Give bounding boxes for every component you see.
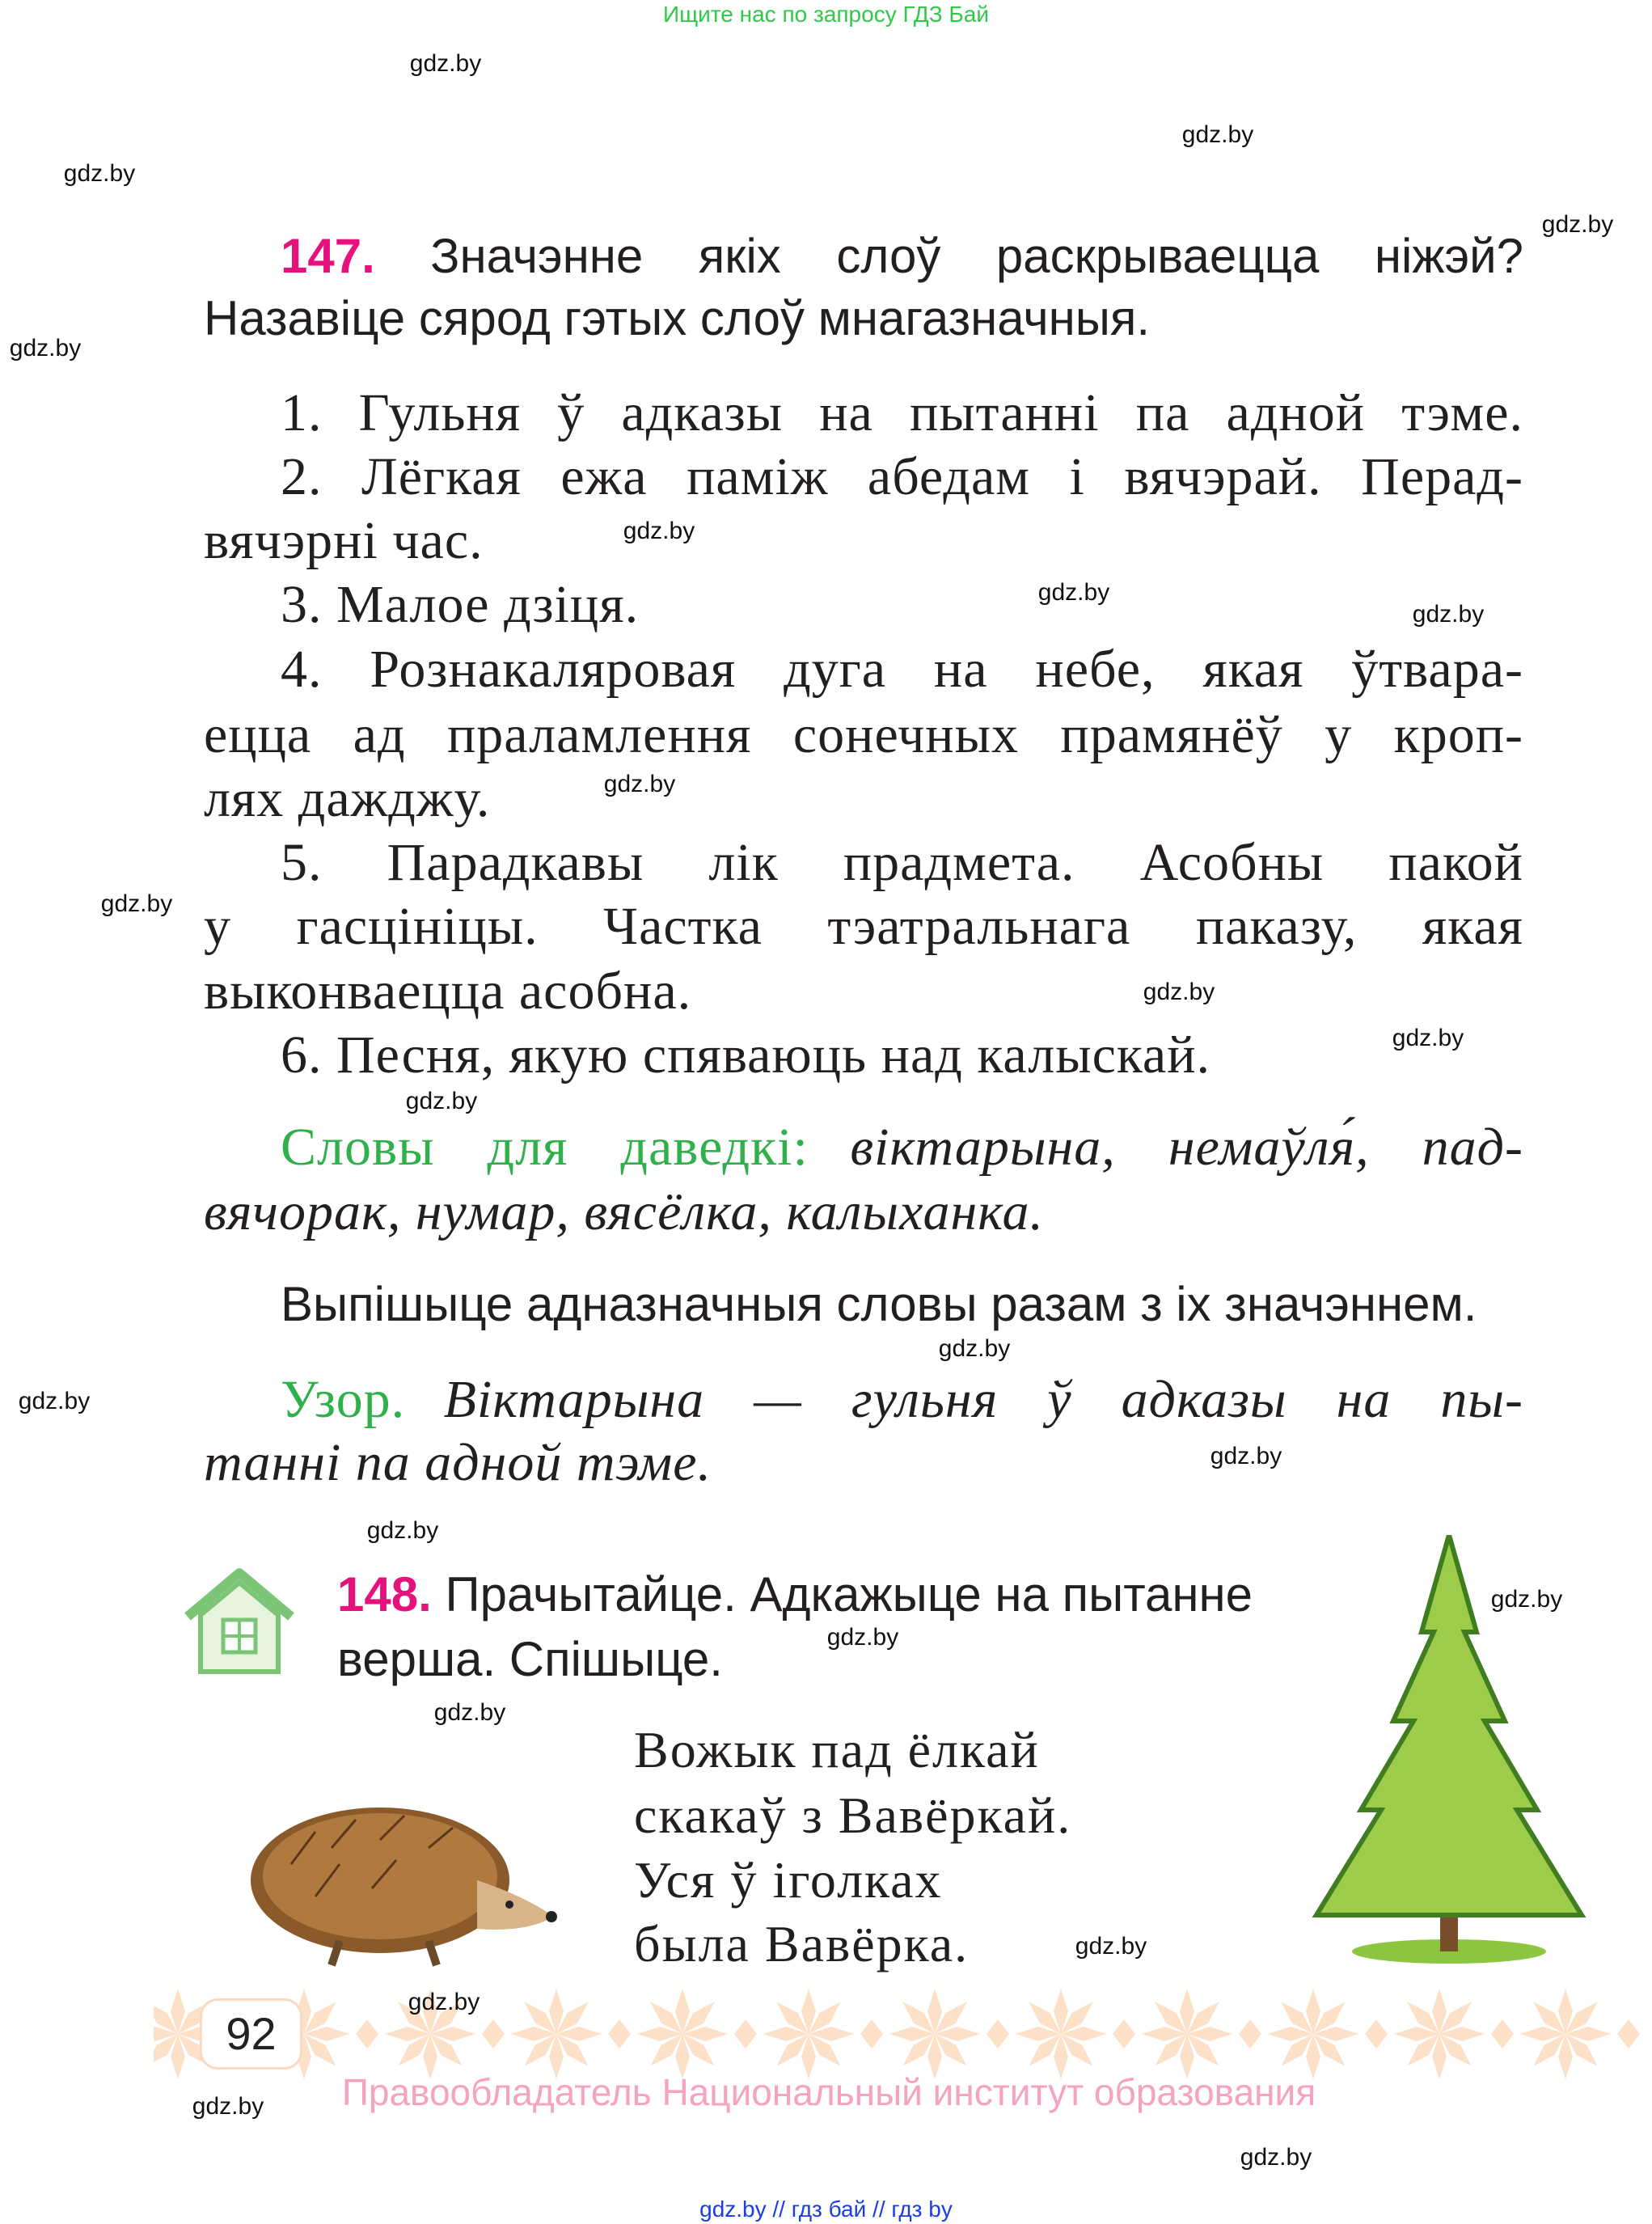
copyright-notice: Правообладатель Национальный институт образования (341, 2071, 1316, 2113)
ornament-band (154, 1985, 1652, 2082)
sample-line2: танні па адной тэме. (204, 1433, 712, 1492)
item-line: лях дажджу. (204, 769, 491, 828)
watermark: gdz.by (18, 1388, 91, 1414)
poem-line: скакаў з Вавёркай. (634, 1786, 1072, 1844)
watermark: gdz.by (938, 1335, 1011, 1362)
page-number: 92 (200, 1998, 302, 2070)
watermark: gdz.by (1210, 1443, 1282, 1469)
watermark: gdz.by (9, 335, 82, 362)
watermark: gdz.by (366, 1517, 439, 1544)
watermark: gdz.by (409, 50, 482, 77)
item-line: 4. Рознакаляровая дуга на небе, якая ўтвара- (281, 640, 1523, 699)
watermark: gdz.by (1240, 2144, 1312, 2171)
instruction: Выпішыце адназначныя словы разам з іх значэннем. (281, 1277, 1477, 1331)
watermark: gdz.by (192, 2093, 264, 2120)
sample-label: Узор. (281, 1370, 406, 1429)
item-line: у гасцініцы. Частка тэатральнага паказу, якая (204, 897, 1523, 956)
watermark: gdz.by (1143, 979, 1215, 1005)
search-banner[interactable]: Ищите нас по запросу ГДЗ Бай (662, 2, 990, 27)
item-line: 3. Малое дзіця. (281, 575, 640, 634)
watermark: gdz.by (405, 1088, 478, 1114)
task148-number: 148. (337, 1567, 432, 1621)
item-line: 1. Гульня ў адказы на пытанні па адной тэме. (281, 383, 1523, 442)
task147-prompt-line2: Назавіце сярод гэтых слоў мнагазначныя. (204, 291, 1150, 345)
hint-line2: вячорак, нумар, вясёлка, калыханка. (204, 1182, 1044, 1241)
task148-line1 (337, 1568, 1370, 1621)
watermark: gdz.by (603, 771, 676, 797)
footer-links[interactable]: gdz.by // гдз бай // гдз by (699, 2197, 953, 2222)
item-line: ецца ад праламлення сонечных прамянёў у кроп- (204, 705, 1523, 764)
watermark: gdz.by (1181, 121, 1254, 148)
watermark: gdz.by (1392, 1025, 1464, 1051)
item-line: 6. Песня, якую спяваюць над калыскай. (281, 1025, 1211, 1085)
ornament-star (1016, 1989, 1135, 2079)
watermark: gdz.by (100, 890, 173, 917)
task147-number: 147. (281, 229, 375, 283)
task148-line2: верша. Спішыце. (337, 1632, 723, 1686)
house-icon (183, 1567, 296, 1680)
sample-line1 (281, 1370, 1524, 1429)
watermark: gdz.by (408, 1989, 480, 2015)
ornament-star (1520, 1989, 1640, 2079)
poem-line: Уся ў іголках (634, 1851, 943, 1909)
hint-label: Словы для даведкі: (281, 1118, 809, 1177)
ornament-star (1142, 1989, 1261, 2079)
watermark: gdz.by (1037, 579, 1110, 606)
watermark: gdz.by (433, 1699, 506, 1726)
item-line: выконваецца асобна. (204, 962, 692, 1021)
ornament-star (1394, 1989, 1514, 2079)
watermark: gdz.by (1541, 211, 1614, 238)
watermark: gdz.by (623, 518, 695, 544)
sample-text: Віктарына — гульня ў адказы на пы- (443, 1370, 1524, 1429)
task148-prompt: Прачытайце. Адкажыце на пытанне (445, 1567, 1253, 1621)
watermark: gdz.by (826, 1624, 899, 1651)
task147-prompt-line1 (281, 230, 1523, 283)
ornament-star (637, 1989, 757, 2079)
hedgehog-illustration (243, 1783, 558, 1969)
prompt-text: Значэнне якіх слоў раскрываецца ніжэй? (430, 229, 1523, 283)
poem-line: была Вавёрка. (634, 1915, 970, 1972)
ornament-star (763, 1989, 883, 2079)
item-line: 2. Лёгкая ежа паміж абедам і вячэрай. Перад- (281, 447, 1523, 506)
poem-line: Вожык пад ёлкай (634, 1721, 1040, 1778)
ornament-star (511, 1989, 631, 2079)
item-line: 5. Парадкавы лік прадмета. Асобны пакой (281, 833, 1523, 892)
ornament-star (1268, 1989, 1388, 2079)
item-line: вячэрні час. (204, 511, 484, 570)
watermark: gdz.by (63, 160, 136, 187)
watermark: gdz.by (1412, 601, 1485, 628)
watermark: gdz.by (1075, 1933, 1147, 1960)
hint-line1 (281, 1118, 1523, 1177)
ornament-star (889, 1989, 1009, 2079)
hint-words: віктарына, немаўля́, пад- (850, 1118, 1523, 1177)
watermark: gdz.by (1490, 1586, 1563, 1613)
